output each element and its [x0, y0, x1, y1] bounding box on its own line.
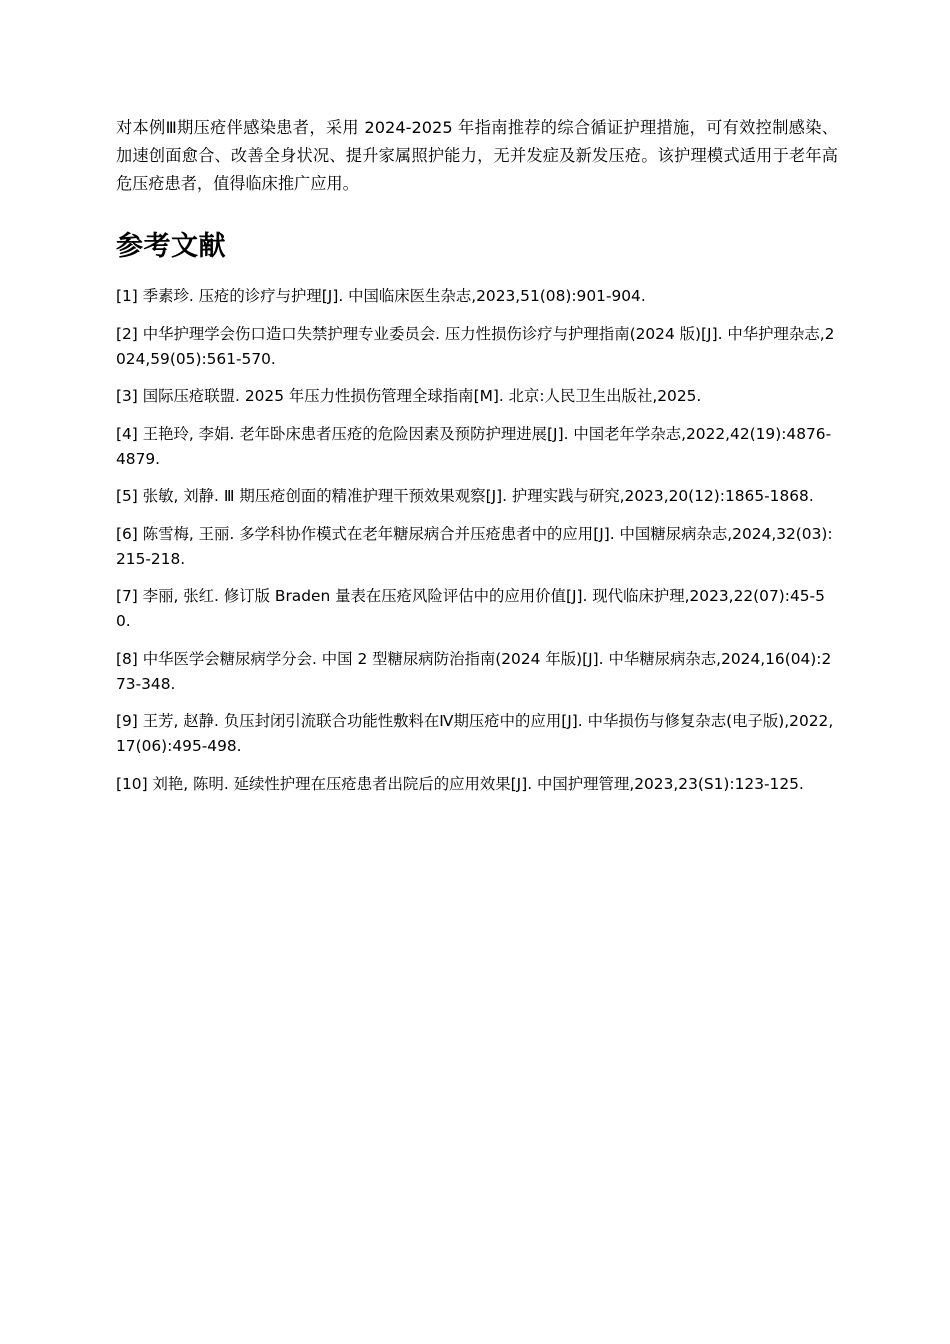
reference-item-5: [5] 张敏, 刘静. Ⅲ 期压疮创面的精准护理干预效果观察[J]. 护理实践与研究,2023,20(12):1865-1868. — [116, 487, 814, 505]
document-page — [116, 114, 838, 809]
conclusion-paragraph: 对本例Ⅲ期压疮伴感染患者，采用 2024-2025 年指南推荐的综合循证护理措施，可有效控制感染、加速创面愈合、改善全身状况、提升家属照护能力，无并发症及新发压疮。该护理模式适用于老年高危压疮患者，值得临床推广应用。 — [116, 118, 838, 193]
reference-item-1: [1] 季素珍. 压疮的诊疗与护理[J]. 中国临床医生杂志,2023,51(08):901-904. — [116, 287, 646, 305]
reference-item-6: [6] 陈雪梅, 王丽. 多学科协作模式在老年糖尿病合并压疮患者中的应用[J]. 中国糖尿病杂志,2024,32(03):215-218. — [116, 524, 833, 568]
reference-list — [116, 284, 838, 797]
reference-item-4: [4] 王艳玲, 李娟. 老年卧床患者压疮的危险因素及预防护理进展[J]. 中国老年学杂志,2022,42(19):4876-4879. — [116, 424, 832, 468]
references-heading: 参考文献 — [116, 231, 226, 262]
reference-item-7: [7] 李丽, 张红. 修订版 Braden 量表在压疮风险评估中的应用价值[J]. 现代临床护理,2023,22(07):45-50. — [116, 587, 825, 630]
reference-item-9: [9] 王芳, 赵静. 负压封闭引流联合功能性敷料在Ⅳ期压疮中的应用[J]. 中华损伤与修复杂志(电子版),2022,17(06):495-498. — [116, 712, 834, 755]
reference-item-10: [10] 刘艳, 陈明. 延续性护理在压疮患者出院后的应用效果[J]. 中国护理管理,2023,23(S1):123-125. — [116, 774, 804, 793]
reference-item-2: [2] 中华护理学会伤口造口失禁护理专业委员会. 压力性损伤诊疗与护理指南(2024 版)[J]. 中华护理杂志,2024,59(05):561-570. — [116, 324, 835, 368]
reference-item-8: [8] 中华医学会糖尿病学分会. 中国 2 型糖尿病防治指南(2024 年版)[J]. 中华糖尿病杂志,2024,16(04):273-348. — [116, 649, 832, 693]
reference-item-3: [3] 国际压疮联盟. 2025 年压力性损伤管理全球指南[M]. 北京:人民卫生出版社,2025. — [116, 387, 702, 405]
